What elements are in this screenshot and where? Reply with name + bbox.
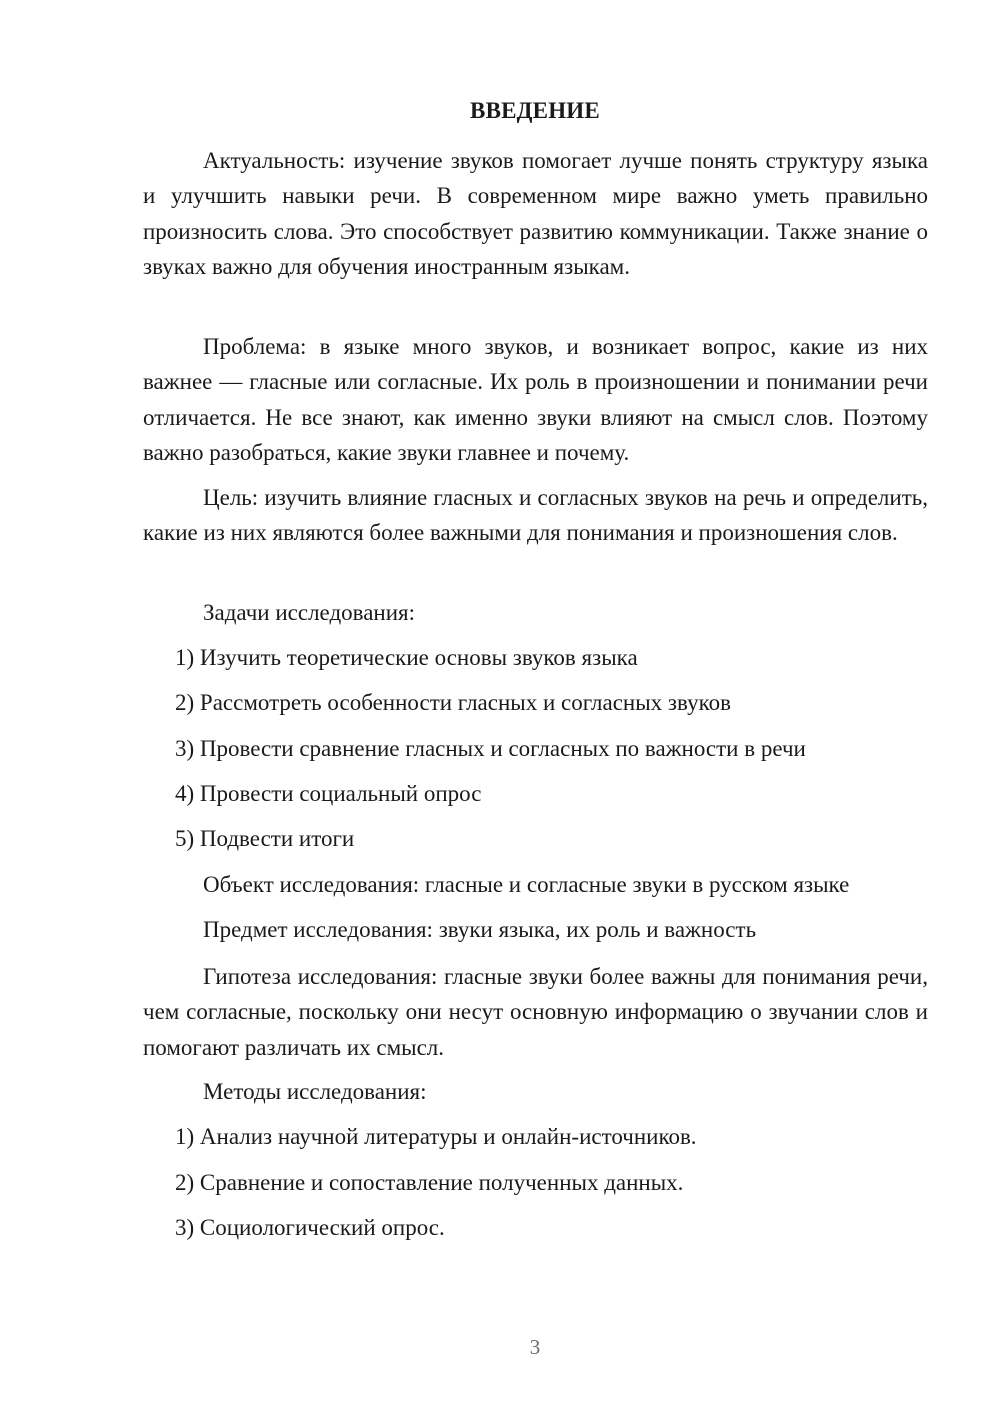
hypothesis-paragraph: Гипотеза исследования: гласные звуки более важны для понимания речи, чем согласные, поскольку они несут основную информацию о звучании слов и помогают различать их смысл. <box>143 964 928 1060</box>
research-object: Объект исследования: гласные и согласные звуки в русском языке <box>203 872 850 897</box>
research-subject: Предмет исследования: звуки языка, их роль и важность <box>203 917 757 942</box>
list-item: 4) Провести социальный опрос <box>175 781 482 806</box>
methods-title: Методы исследования: <box>203 1079 427 1104</box>
list-item: 3) Социологический опрос. <box>175 1215 445 1240</box>
goal-paragraph: Цель: изучить влияние гласных и согласных звуков на речь и определить, какие из них являются более важными для понимания и произношения слов. <box>143 485 928 546</box>
page-number: 3 <box>529 1335 541 1359</box>
list-item: 2) Сравнение и сопоставление полученных данных. <box>175 1170 684 1195</box>
list-item: 3) Провести сравнение гласных и согласных по важности в речи <box>175 736 806 761</box>
list-item: 5) Подвести итоги <box>175 826 355 851</box>
problem-paragraph: Проблема: в языке много звуков, и возникает вопрос, какие из них важнее — гласные или согласные. Их роль в произношении и понимании речи отличается. Не все знают, как именно звуки влияют на смысл слов. Поэтому важно разобраться, какие звуки главнее и почему. <box>143 334 928 465</box>
list-item: 2) Рассмотреть особенности гласных и согласных звуков <box>175 690 731 715</box>
list-item: 1) Анализ научной литературы и онлайн-источников. <box>175 1124 697 1149</box>
tasks-title: Задачи исследования: <box>203 600 416 625</box>
relevance-paragraph: Актуальность: изучение звуков помогает лучше понять структуру языка и улучшить навыки речи. В современном мире важно уметь правильно произносить слова. Это способствует развитию коммуникации. Также знание о звуках важно для обучения иностранным языкам. <box>143 148 928 279</box>
list-item: 1) Изучить теоретические основы звуков языка <box>175 645 638 670</box>
page-title: ВВЕДЕНИЕ <box>470 98 600 123</box>
